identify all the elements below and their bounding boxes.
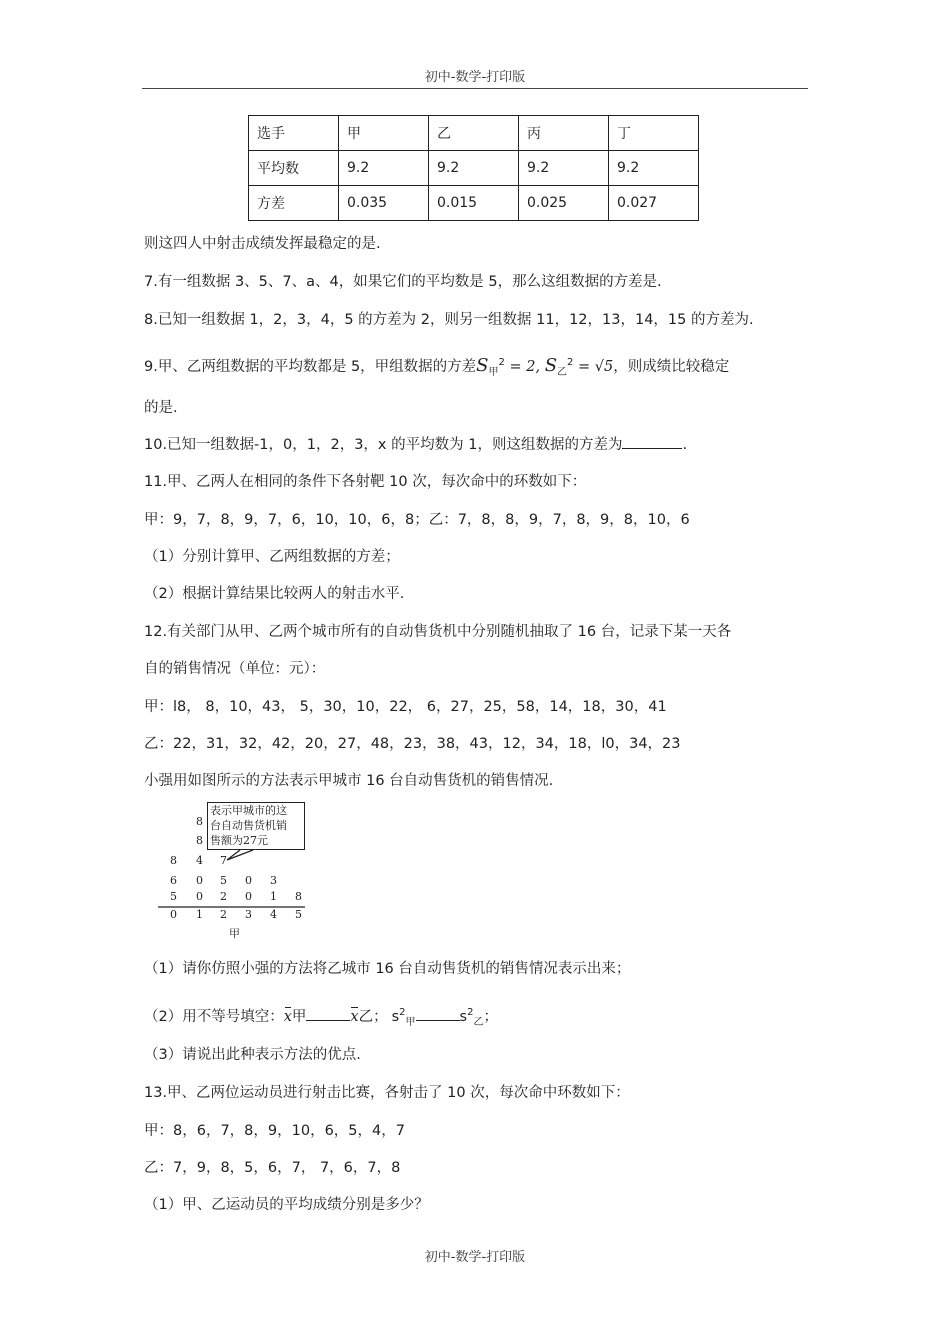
s-symbol: s bbox=[459, 1009, 468, 1025]
table-cell: 丁 bbox=[609, 116, 699, 151]
subscript-jia: 甲 bbox=[405, 1016, 416, 1028]
table-cell: 0.025 bbox=[519, 186, 609, 221]
table-cell: 丙 bbox=[519, 116, 609, 151]
leaf: 4 bbox=[196, 854, 203, 867]
table-cell: 0.027 bbox=[609, 186, 699, 221]
question-12-title-cont: 自的销售情况（单位：元）： bbox=[144, 661, 326, 677]
table-cell: 平均数 bbox=[249, 151, 339, 186]
question-6-tail: 则这四人中射击成绩发挥最稳定的是. bbox=[144, 236, 381, 252]
leaf: 8 bbox=[196, 815, 203, 828]
score-table bbox=[248, 115, 699, 221]
question-10 bbox=[144, 433, 687, 454]
leaf: 0 bbox=[245, 874, 252, 887]
question-9 bbox=[144, 355, 729, 378]
callout-pointer bbox=[155, 800, 315, 945]
stem-label: 1 bbox=[196, 908, 203, 921]
table-cell: 9.2 bbox=[339, 151, 429, 186]
figure-caption: 甲 bbox=[229, 927, 240, 940]
question-13-yi: 乙：7，9，8，5，6，7， 7，6，7，8 bbox=[144, 1160, 401, 1176]
table-cell: 9.2 bbox=[429, 151, 519, 186]
leaf: 8 bbox=[170, 854, 177, 867]
stem-label: 3 bbox=[245, 908, 252, 921]
question-12-yi: 乙：22，31，32，42，20，27，48，23，38，43，12，34，18，l0，34，23 bbox=[144, 736, 681, 752]
question-12-title: 12.有关部门从甲、乙两个城市所有的自动售货机中分别随机抽取了 16 台，记录下某一天各 bbox=[144, 624, 732, 640]
question-10-text: 10.已知一组数据-1，0，1，2，3，x 的平均数为 1，则这组数据的方差为 bbox=[144, 437, 623, 453]
question-13-part1: （1）甲、乙运动员的平均成绩分别是多少？ bbox=[144, 1197, 429, 1213]
leaf: 1 bbox=[270, 890, 277, 903]
question-8: 8.已知一组数据 1，2，3，4，5 的方差为 2，则另一组数据 11，12，13，14，15 的方差为. bbox=[144, 312, 754, 328]
question-11-title: 11.甲、乙两人在相同的条件下各射靶 10 次，每次命中的环数如下： bbox=[144, 474, 587, 490]
stem-label: 5 bbox=[295, 908, 302, 921]
subscript-jia: 甲 bbox=[488, 366, 499, 378]
table-row bbox=[249, 151, 699, 186]
superscript-2: 2 bbox=[498, 357, 505, 369]
subscript-jia: 甲 bbox=[291, 1009, 307, 1025]
table-cell: 甲 bbox=[339, 116, 429, 151]
table-cell: 0.035 bbox=[339, 186, 429, 221]
leaf: 0 bbox=[245, 890, 252, 903]
stem-label: 4 bbox=[270, 908, 277, 921]
superscript-2: 2 bbox=[399, 1007, 406, 1019]
question-10-end: . bbox=[682, 437, 688, 453]
table-cell: 9.2 bbox=[609, 151, 699, 186]
question-11-part2: （2）根据计算结果比较两人的射击水平. bbox=[144, 586, 405, 602]
callout-text: 表示甲城市的这 bbox=[210, 804, 287, 817]
question-12-jia: 甲：l8， 8，10，43， 5，30，10，22， 6，27，25，58，14，18，30，41 bbox=[144, 699, 667, 715]
subscript-yi: 乙 bbox=[473, 1016, 484, 1028]
header-rule bbox=[142, 88, 808, 89]
page-header: 初中-数学-打印版 bbox=[424, 70, 526, 85]
stem-label: 0 bbox=[170, 908, 177, 921]
answer-blank bbox=[622, 434, 682, 449]
table-cell: 方差 bbox=[249, 186, 339, 221]
s-symbol: S bbox=[476, 355, 489, 376]
leaf: 0 bbox=[196, 890, 203, 903]
question-13-title: 13.甲、乙两位运动员进行射击比赛，各射击了 10 次，每次命中环数如下： bbox=[144, 1085, 630, 1101]
table-cell: 乙 bbox=[429, 116, 519, 151]
x-bar-symbol: x bbox=[283, 1009, 292, 1025]
leaf: 8 bbox=[196, 834, 203, 847]
question-9-text: 9.甲、乙两组数据的平均数都是 5，甲组数据的方差 bbox=[144, 359, 477, 375]
question-11-part1: （1）分别计算甲、乙两组数据的方差； bbox=[144, 549, 400, 565]
part2-text: （2）用不等号填空： bbox=[144, 1009, 284, 1025]
leaf: 3 bbox=[270, 874, 277, 887]
superscript-2: 2 bbox=[467, 1007, 474, 1019]
page-footer: 初中-数学-打印版 bbox=[424, 1250, 526, 1265]
question-12-desc: 小强用如图所示的方法表示甲城市 16 台自动售货机的销售情况. bbox=[144, 773, 554, 789]
leaf: 5 bbox=[220, 874, 227, 887]
table-row bbox=[249, 186, 699, 221]
answer-blank bbox=[416, 1006, 460, 1021]
question-12-part3: （3）请说出此种表示方法的优点. bbox=[144, 1047, 361, 1063]
part2-end: ； bbox=[483, 1009, 498, 1025]
table-cell: 选手 bbox=[249, 116, 339, 151]
question-9-text: ，则成绩比较稳定 bbox=[613, 359, 730, 375]
leaf: 0 bbox=[196, 874, 203, 887]
stem-label: 2 bbox=[220, 908, 227, 921]
table-header-row bbox=[249, 116, 699, 151]
callout-text: 售额为27元 bbox=[210, 834, 268, 847]
question-9-end: 的是. bbox=[144, 400, 178, 416]
subscript-yi: 乙； bbox=[358, 1009, 388, 1025]
question-12-part1: （1）请你仿照小强的方法将乙城市 16 台自动售货机的销售情况表示出来； bbox=[144, 961, 631, 977]
callout-text: 台自动售货机销 bbox=[210, 819, 287, 832]
question-13-jia: 甲：8，6，7，8，9，10，6，5，4，7 bbox=[144, 1123, 405, 1139]
subscript-yi: 乙 bbox=[557, 366, 568, 378]
leaf: 6 bbox=[170, 874, 177, 887]
leaf: 8 bbox=[295, 890, 302, 903]
question-7: 7.有一组数据 3、5、7、a、4，如果它们的平均数是 5，那么这组数据的方差是. bbox=[144, 274, 662, 290]
leaf: 2 bbox=[220, 890, 227, 903]
equation-part: = √5 bbox=[573, 359, 614, 375]
question-11-data: 甲：9，7，8，9，7，6，10，10，6，8；乙：7，8，8，9，7，8，9，8，10，6 bbox=[144, 512, 690, 528]
table-cell: 9.2 bbox=[519, 151, 609, 186]
s-symbol: S bbox=[544, 355, 558, 376]
s-symbol: s bbox=[391, 1009, 400, 1025]
table-cell: 0.015 bbox=[429, 186, 519, 221]
answer-blank bbox=[306, 1006, 350, 1021]
leaf: 7 bbox=[220, 854, 227, 867]
stem-leaf-figure bbox=[155, 800, 315, 945]
leaf: 5 bbox=[170, 890, 177, 903]
x-bar-symbol: x bbox=[350, 1009, 359, 1025]
superscript-2: 2 bbox=[567, 357, 574, 369]
question-12-part2 bbox=[144, 1005, 498, 1028]
equation-part: = 2, bbox=[504, 359, 545, 375]
